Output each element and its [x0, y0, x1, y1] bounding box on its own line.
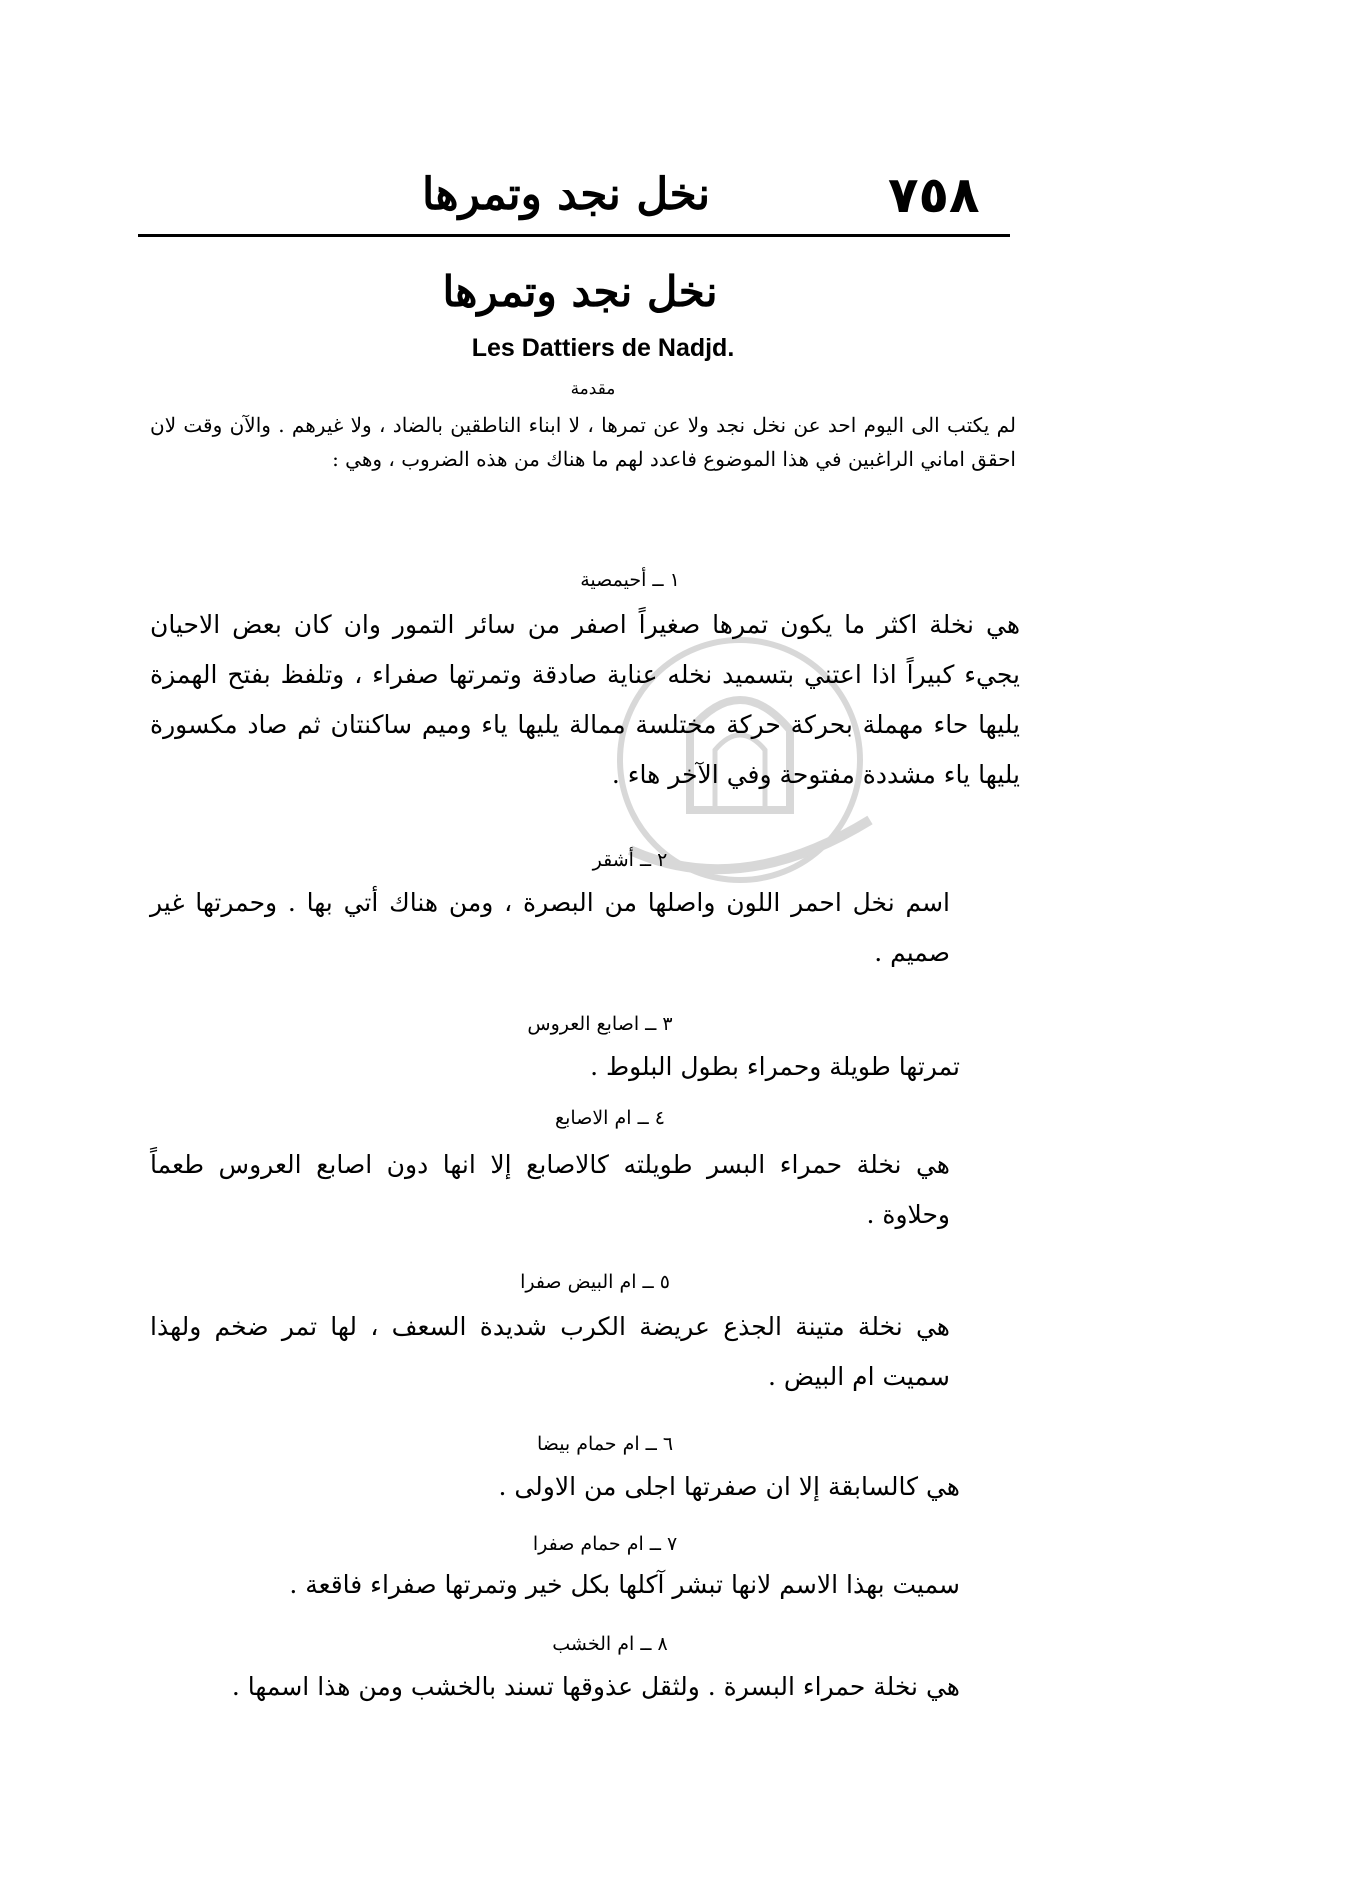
- section-text-3: تمرتها طويلة وحمراء بطول البلوط .: [590, 1052, 960, 1081]
- section-text-5: هي نخلة متينة الجذع عريضة الكرب شديدة السعف ، لها تمر ضخم ولهذا سميت ام البيض .: [150, 1312, 950, 1391]
- section-text-2: اسم نخل احمر اللون واصلها من البصرة ، ومن هناك أتي بها . وحمرتها غير صميم .: [150, 888, 950, 967]
- running-title: نخل نجد وتمرها: [422, 169, 711, 220]
- section-title-5: ٥ ــ ام البيض صفرا: [520, 1271, 670, 1293]
- section-text-4: هي نخلة حمراء البسر طويلته كالاصابع إلا انها دون اصابع العروس طعماً وحلاوة .: [150, 1150, 950, 1229]
- section-text-1: هي نخلة اكثر ما يكون تمرها صغيراً اصفر من سائر التمور وان كان بعض الاحيان يجيء كبيراً اذا اعتني بتسميد نخله عناية صادقة وتمرتها صفراء ، وتلفظ بفتح الهمزة يليها حاء مهملة بحركة حركة مختلسة ممالة يليها ياء وميم ساكنتان ثم صاد مكسورة يليها ياء مشددة مفتوحة وفي الآخر هاء .: [150, 610, 1020, 789]
- intro-label: مقدمة: [570, 379, 616, 399]
- intro-paragraph: لم يكتب الى اليوم احد عن نخل نجد ولا عن تمرها ، لا ابناء الناطقين بالضاد ، ولا غيرهم . والآن وقت لان احقق اماني الراغبين في هذا الموضوع فاعدد لهم ما هناك من هذه الضروب ، وهي :: [150, 413, 1016, 471]
- article-latin-title: Les Dattiers de Nadjd.: [471, 334, 735, 362]
- page-number: ٧٥٨: [888, 166, 980, 224]
- section-text-6: هي كالسابقة إلا ان صفرتها اجلى من الاولى .: [498, 1472, 960, 1501]
- header-rule: [138, 234, 1010, 237]
- article-title: نخل نجد وتمرها: [442, 267, 718, 316]
- section-title-1: ١ ــ أحيمصية: [580, 569, 680, 591]
- section-title-6: ٦ ــ ام حمام بيضا: [536, 1433, 674, 1455]
- section-text-7: سميت بهذا الاسم لانها تبشر آكلها بكل خير وتمرتها صفراء فاقعة .: [289, 1570, 960, 1599]
- section-title-8: ٨ ــ ام الخشب: [552, 1633, 668, 1655]
- section-title-7: ٧ ــ ام حمام صفرا: [532, 1533, 678, 1555]
- section-title-4: ٤ ــ ام الاصابع: [555, 1107, 665, 1129]
- section-title-2: ٢ ــ أشقر: [592, 849, 668, 871]
- section-text-8: هي نخلة حمراء البسرة . ولثقل عذوقها تسند بالخشب ومن هذا اسمها .: [231, 1672, 960, 1701]
- page-header: [138, 160, 1010, 230]
- section-title-3: ٣ ــ اصابع العروس: [527, 1013, 673, 1035]
